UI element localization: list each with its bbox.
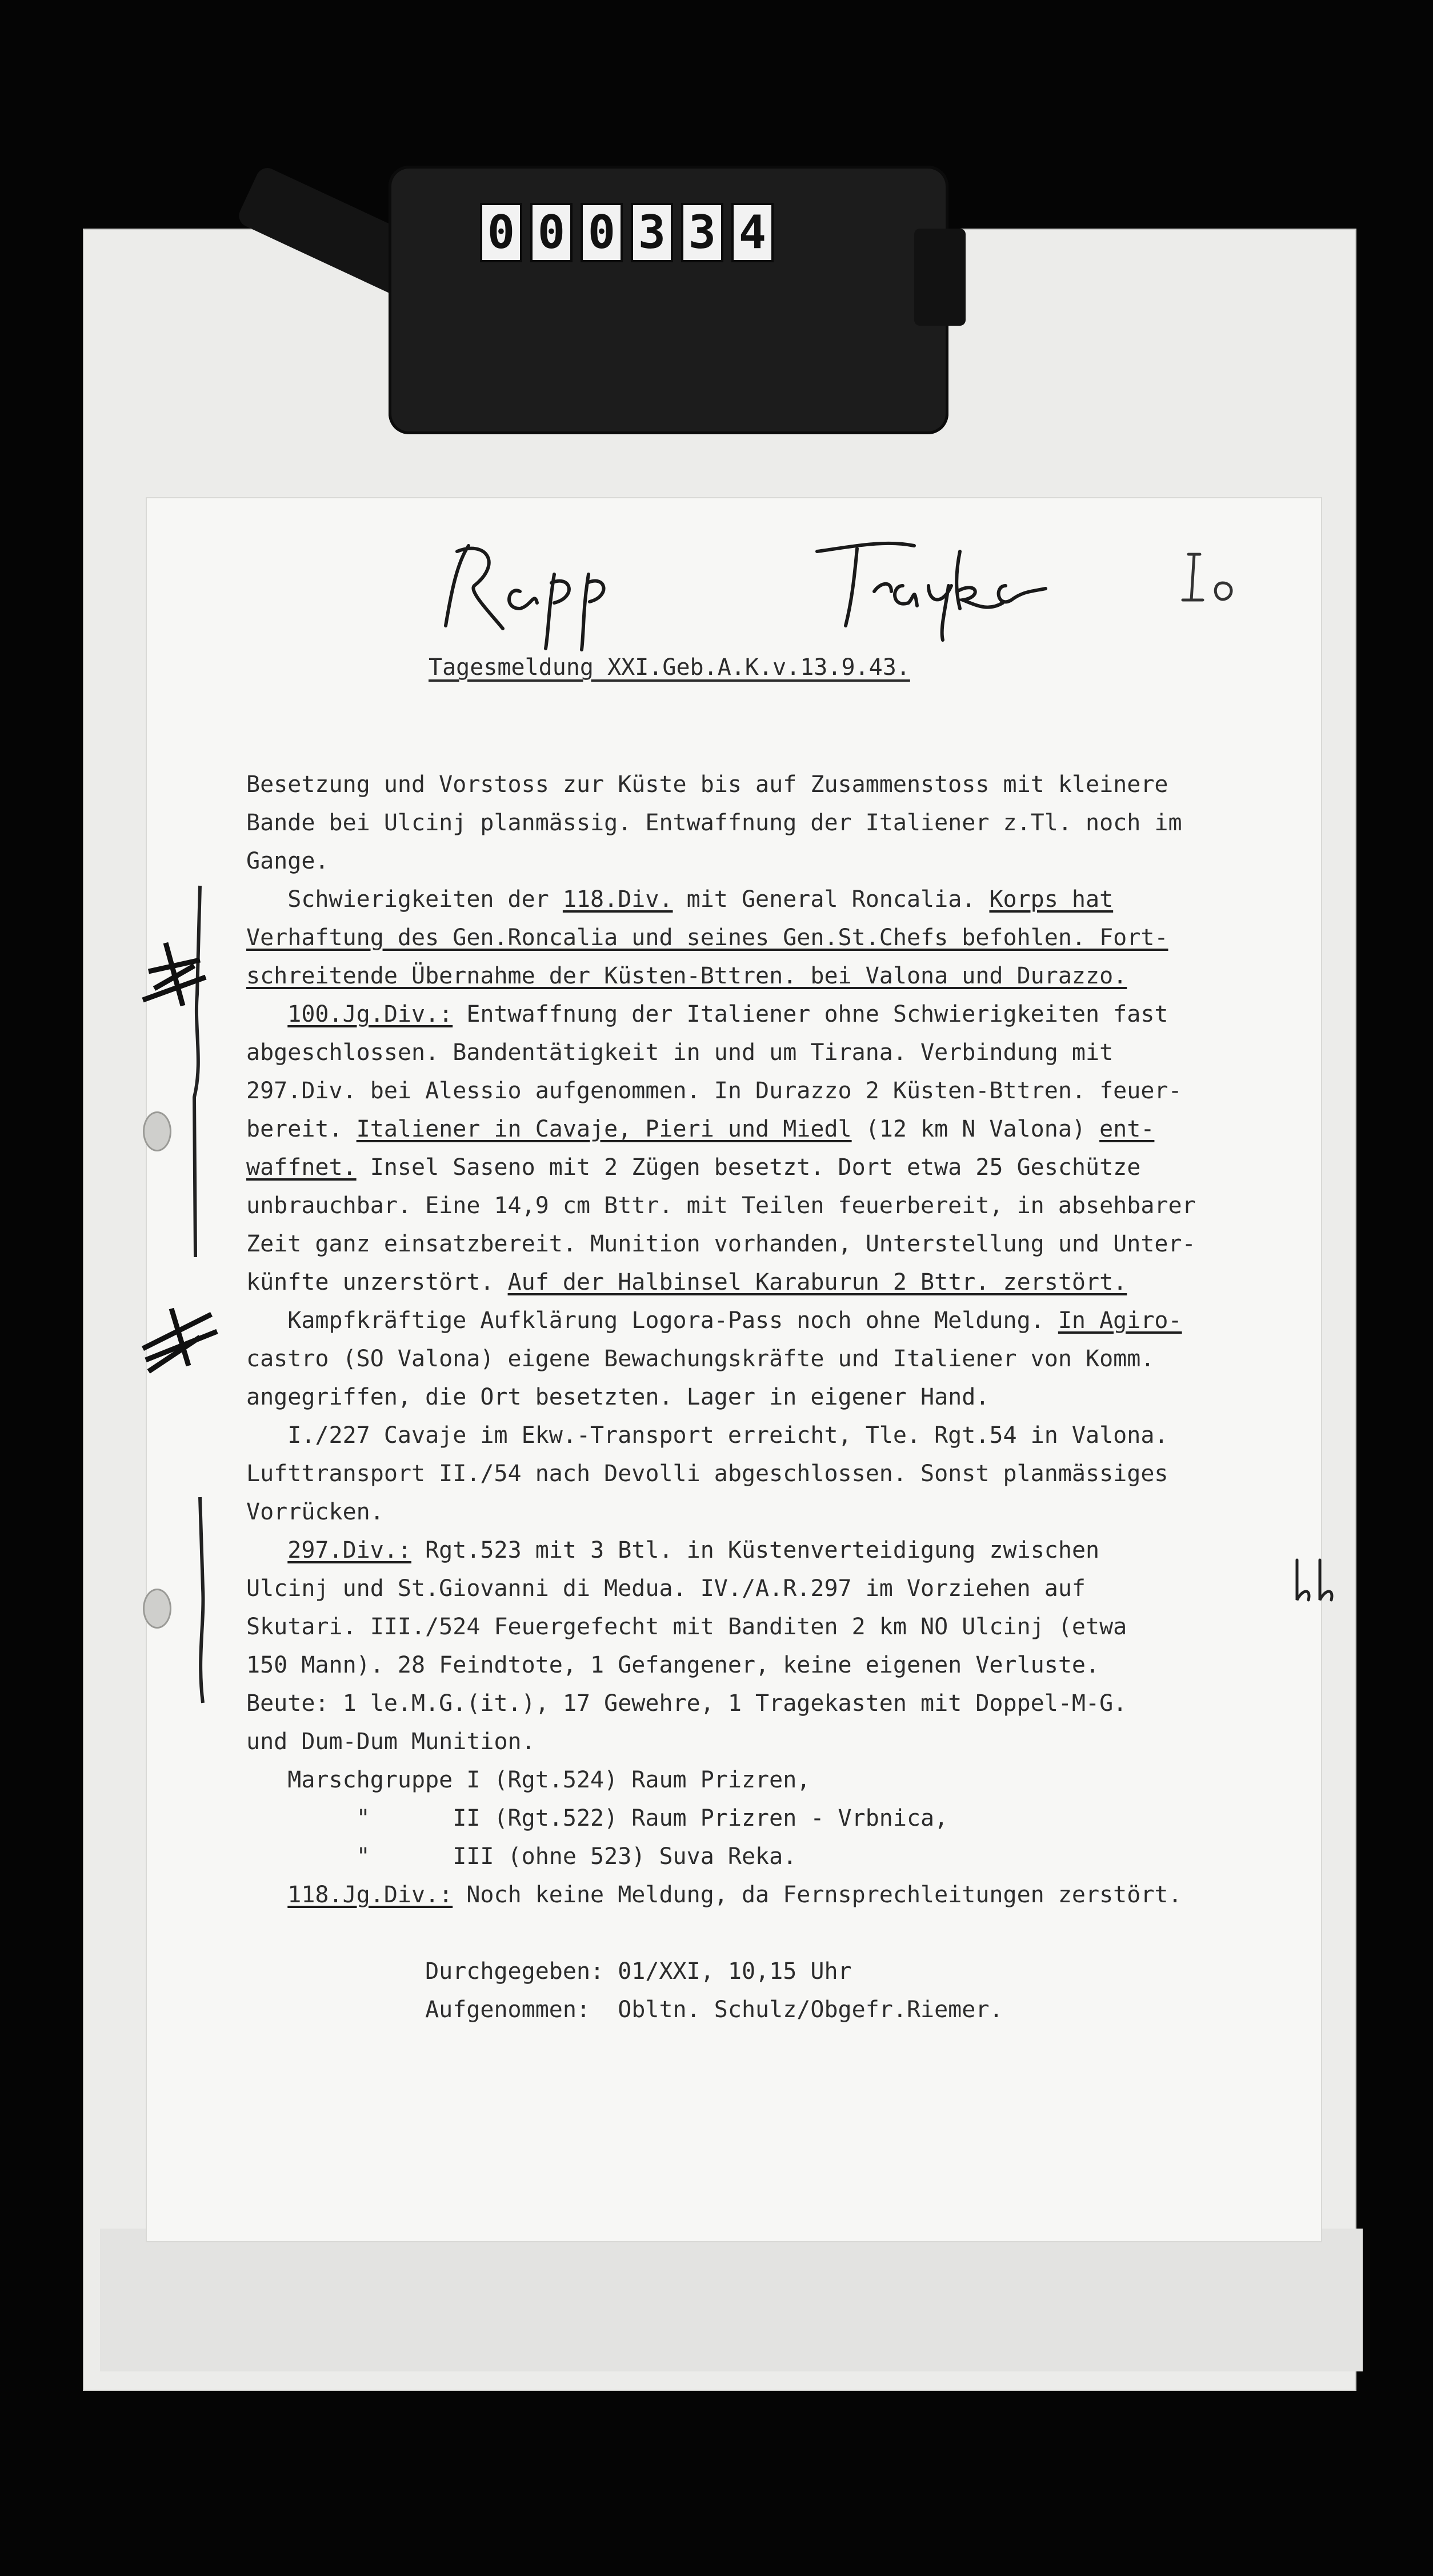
text-line — [246, 1685, 1332, 1723]
text-segment: unbrauchbar. Eine 14,9 cm Bttr. mit Teilen feuerbereit, in absehbarer — [246, 1193, 1196, 1219]
text-segment: Lufttransport II./54 nach Devolli abgeschlossen. Sonst planmässiges — [246, 1461, 1168, 1487]
text-segment: Zeit ganz einsatzbereit. Munition vorhanden, Unterstellung und Unter- — [246, 1231, 1196, 1257]
text-line — [246, 1608, 1332, 1646]
signature-rapp — [434, 529, 629, 654]
counter-digits — [480, 203, 774, 262]
counter-knob — [914, 229, 966, 326]
underlined-text: Italiener in Cavaje, Pieri und Miedl — [356, 1116, 852, 1142]
text-segment: und Dum-Dum Munition. — [246, 1729, 535, 1755]
text-line — [246, 1799, 1332, 1838]
underlined-text: waffnet. — [246, 1154, 357, 1181]
text-line — [246, 766, 1332, 804]
underlined-text: 118.Jg.Div.: — [287, 1882, 453, 1908]
text-line — [246, 1493, 1332, 1531]
text-line — [246, 1991, 1332, 2029]
text-line — [246, 1570, 1332, 1608]
text-segment: mit General Roncalia. — [673, 886, 990, 913]
text-segment: Gange. — [246, 848, 329, 874]
text-line — [246, 919, 1332, 957]
underlined-text: Verhaftung des Gen.Roncalia und seines Gen.St.Chefs befohlen. Fort- — [246, 925, 1168, 951]
text-line — [246, 1646, 1332, 1685]
text-segment: " II (Rgt.522) Raum Prizren - Vrbnica, — [246, 1805, 948, 1831]
text-segment: castro (SO Valona) eigene Bewachungskräfte und Italiener von Komm. — [246, 1346, 1155, 1372]
text-segment: angegriffen, die Ort besetzten. Lager in eigener Hand. — [246, 1384, 990, 1410]
text-line — [246, 1723, 1332, 1761]
text-line — [246, 804, 1332, 842]
text-line — [246, 1225, 1332, 1263]
text-segment: künfte unzerstört. — [246, 1269, 508, 1295]
counter-digit: 0 — [581, 203, 623, 262]
text-line — [246, 1914, 1332, 1953]
underlined-text: 100.Jg.Div.: — [287, 1001, 453, 1027]
backing-sheet-bottom — [100, 2229, 1363, 2371]
text-line — [246, 1417, 1332, 1455]
text-segment: Aufgenommen: Obltn. Schulz/Obgefr.Riemer. — [246, 1997, 1003, 2023]
text-line — [246, 1149, 1332, 1187]
text-line — [246, 957, 1332, 995]
signature-trauken — [806, 529, 1057, 643]
text-line — [246, 995, 1332, 1034]
counter-digit: 3 — [631, 203, 673, 262]
text-line — [246, 1110, 1332, 1149]
text-line — [246, 1876, 1332, 1914]
text-line — [246, 1263, 1332, 1302]
text-segment: Entwaffnung der Italiener ohne Schwierigkeiten fast — [453, 1001, 1168, 1027]
underlined-text: ent- — [1099, 1116, 1155, 1142]
text-line — [246, 842, 1332, 881]
counter-digit: 0 — [530, 203, 573, 262]
text-line — [246, 881, 1332, 919]
text-segment: Schwierigkeiten der — [246, 886, 563, 913]
text-segment — [246, 1001, 287, 1027]
text-segment: bereit. — [246, 1116, 357, 1142]
text-line — [246, 1187, 1332, 1225]
punch-hole — [143, 1589, 171, 1629]
text-line — [246, 1072, 1332, 1110]
document-body — [246, 766, 1332, 2029]
punch-hole — [143, 1111, 171, 1151]
text-segment: Kampfkräftige Aufklärung Logora-Pass noch ohne Meldung. — [246, 1307, 1058, 1334]
counter-digit: 4 — [731, 203, 774, 262]
text-line — [246, 1455, 1332, 1493]
text-segment: (12 km N Valona) — [851, 1116, 1100, 1142]
underlined-text: Auf der Halbinsel Karaburun 2 Bttr. zerstört. — [507, 1269, 1127, 1295]
text-line — [246, 1761, 1332, 1799]
text-line — [246, 1340, 1332, 1378]
underlined-text: 297.Div.: — [287, 1537, 411, 1563]
handwritten-io — [1166, 543, 1257, 617]
counter-digit: 0 — [480, 203, 522, 262]
text-segment: Besetzung und Vorstoss zur Küste bis auf Zusammenstoss mit kleinere — [246, 771, 1168, 798]
document-title: Tagesmeldung XXI.Geb.A.K.v.13.9.43. — [429, 654, 910, 681]
text-segment: abgeschlossen. Bandentätigkeit in und um Tirana. Verbindung mit — [246, 1039, 1114, 1066]
text-line — [246, 1838, 1332, 1876]
text-segment: " III (ohne 523) Suva Reka. — [246, 1843, 797, 1870]
text-line — [246, 1302, 1332, 1340]
underlined-text: schreitende Übernahme der Küsten-Bttren. bei Valona und Durazzo. — [246, 963, 1127, 989]
text-segment — [246, 1882, 287, 1908]
text-segment: Bande bei Ulcinj planmässig. Entwaffnung der Italiener z.Tl. noch im — [246, 810, 1182, 836]
text-segment: Insel Saseno mit 2 Zügen besetzt. Dort etwa 25 Geschütze — [356, 1154, 1141, 1181]
text-line — [246, 1034, 1332, 1072]
text-segment: 150 Mann). 28 Feindtote, 1 Gefangener, keine eigenen Verluste. — [246, 1652, 1100, 1678]
text-segment: Rgt.523 mit 3 Btl. in Küstenverteidigung zwischen — [411, 1537, 1100, 1563]
text-segment: I./227 Cavaje im Ekw.-Transport erreicht, Tle. Rgt.54 in Valona. — [246, 1422, 1168, 1449]
text-segment: 297.Div. bei Alessio aufgenommen. In Durazzo 2 Küsten-Bttren. feuer- — [246, 1078, 1182, 1104]
text-segment: Durchgegeben: 01/XXI, 10,15 Uhr — [246, 1958, 852, 1985]
underlined-text: Korps hat — [989, 886, 1114, 913]
text-segment: Skutari. III./524 Feuergefecht mit Banditen 2 km NO Ulcinj (etwa — [246, 1614, 1127, 1640]
text-segment: Noch keine Meldung, da Fernsprechleitungen zerstört. — [453, 1882, 1182, 1908]
text-segment — [246, 1537, 287, 1563]
text-segment: Ulcinj und St.Giovanni di Medua. IV./A.R.297 im Vorziehen auf — [246, 1575, 1086, 1602]
underlined-text: 118.Div. — [562, 886, 673, 913]
text-line — [246, 1531, 1332, 1570]
text-line — [246, 1378, 1332, 1417]
counter-digit: 3 — [681, 203, 723, 262]
text-segment: Marschgruppe I (Rgt.524) Raum Prizren, — [246, 1767, 811, 1793]
text-line — [246, 1953, 1332, 1991]
text-segment: Vorrücken. — [246, 1499, 384, 1525]
underlined-text: In Agiro- — [1058, 1307, 1182, 1334]
text-segment: Beute: 1 le.M.G.(it.), 17 Gewehre, 1 Tragekasten mit Doppel-M-G. — [246, 1690, 1127, 1717]
